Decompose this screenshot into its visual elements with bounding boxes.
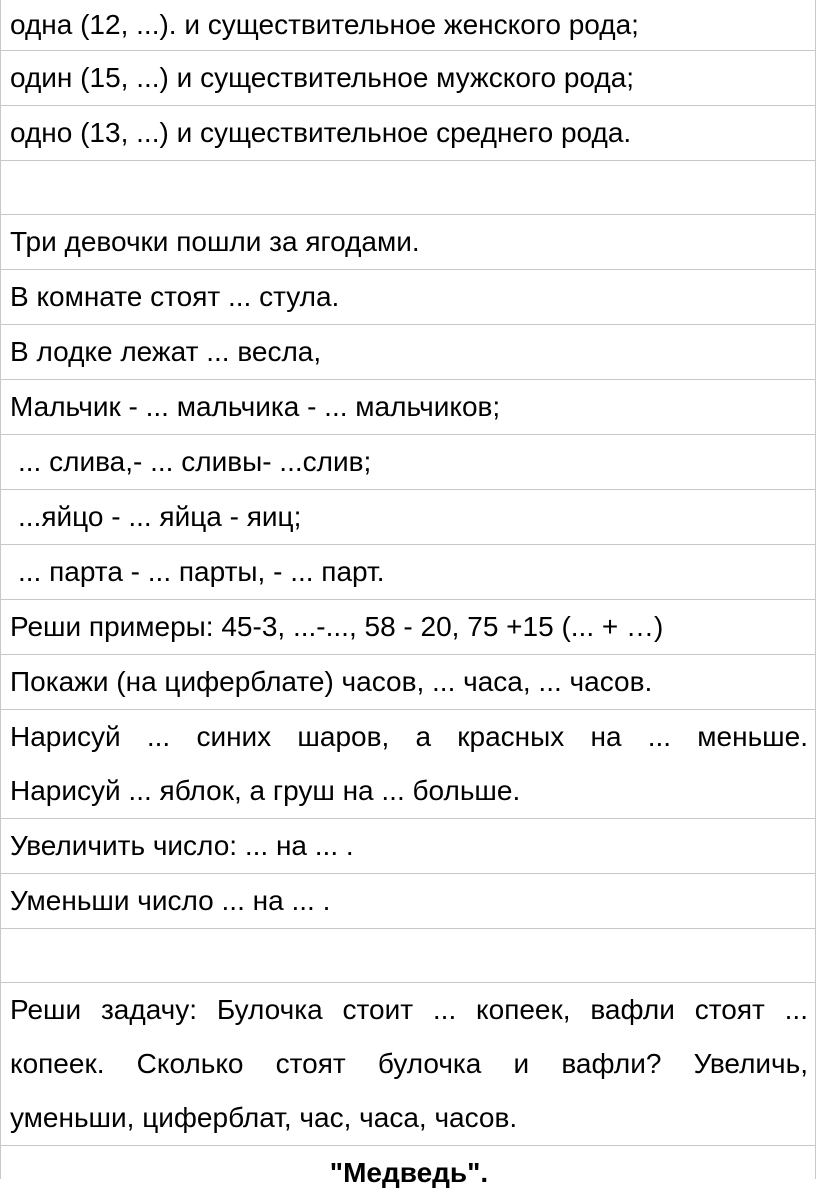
table-row: ... слива,- ... сливы- ...слив;	[0, 435, 816, 490]
table-row: одна (12, ...). и существительное женского рода;	[0, 0, 816, 51]
draw-task-line-2: Нарисуй ... яблок, а груш на ... больше.	[10, 775, 521, 806]
table-row: Уменьши число ... на ... .	[0, 874, 816, 929]
word-problem-line-2: копеек. Сколько стоят булочка и вафли? Увеличь,	[10, 1048, 808, 1079]
table-row: Три девочки пошли за ягодами.	[0, 215, 816, 270]
table-row: Увеличить число: ... на ... .	[0, 819, 816, 874]
table-row: Мальчик - ... мальчика - ... мальчиков;	[0, 380, 816, 435]
word-problem-line-3: уменьши, циферблат, час, часа, часов.	[10, 1102, 518, 1133]
table-row: В комнате стоят ... стула.	[0, 270, 816, 325]
table-row: ... парта - ... парты, - ... парт.	[0, 545, 816, 600]
table-row: один (15, ...) и существительное мужского рода;	[0, 51, 816, 106]
table-row: Покажи (на циферблате) часов, ... часа, ... часов.	[0, 655, 816, 710]
draw-task-line-1: Нарисуй ... синих шаров, а красных на ... меньше.	[10, 721, 808, 752]
empty-row	[0, 161, 816, 215]
empty-row	[0, 929, 816, 983]
table-row: ...яйцо - ... яйца - яиц;	[0, 490, 816, 545]
word-problem-line-1: Реши задачу: Булочка стоит ... копеек, вафли стоят ...	[10, 994, 808, 1025]
draw-task-row	[0, 710, 816, 819]
table-row: Реши примеры: 45-3, ...-..., 58 - 20, 75 +15 (... + …)	[0, 600, 816, 655]
table-row: одно (13, ...) и существительное среднего рода.	[0, 106, 816, 161]
word-problem-row	[0, 983, 816, 1146]
table-row: В лодке лежат ... весла,	[0, 325, 816, 380]
story-title: "Медведь".	[329, 1157, 489, 1188]
